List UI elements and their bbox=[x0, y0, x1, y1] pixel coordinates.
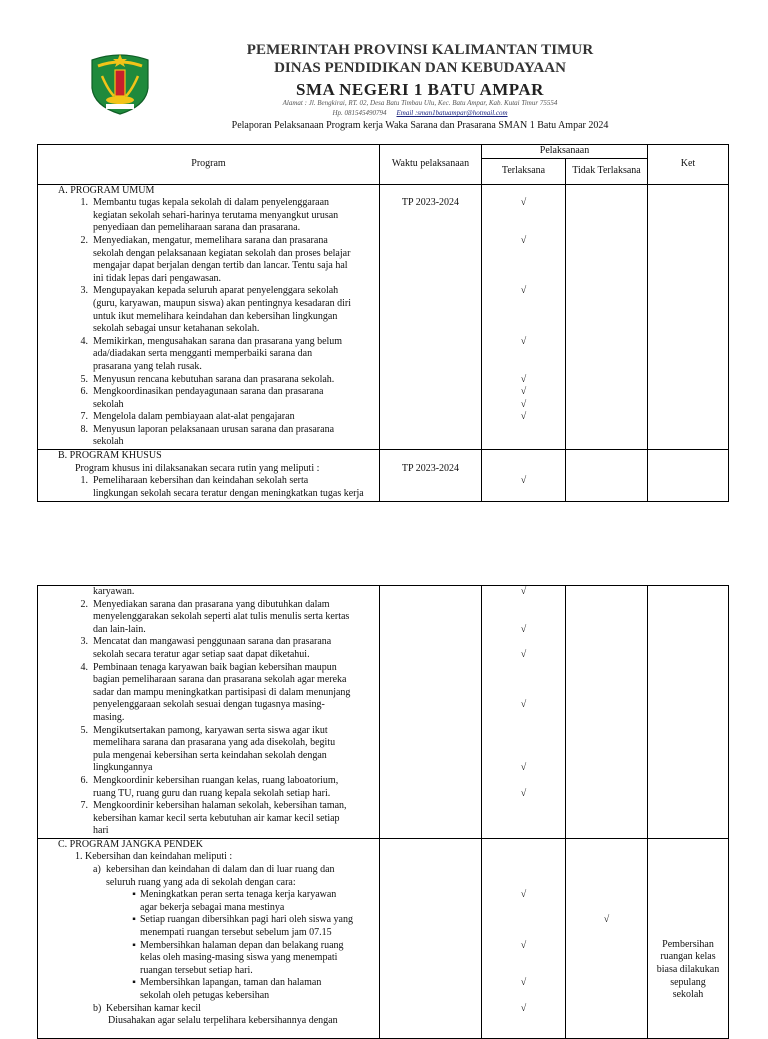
list-text bbox=[93, 636, 373, 661]
section-a-ket bbox=[648, 184, 729, 449]
ket-line: Pembersihan bbox=[662, 938, 714, 950]
section-c-ket-note bbox=[648, 838, 729, 1038]
section-a-tidak-terlaksana bbox=[566, 184, 648, 449]
list-text bbox=[93, 662, 373, 725]
section-a-waktu: TP 2023-2024 bbox=[380, 184, 482, 449]
section-b-terlaksana-checks bbox=[482, 450, 566, 502]
sub-item-b bbox=[38, 1003, 379, 1016]
bullet-text bbox=[140, 977, 374, 1002]
list-item bbox=[38, 599, 379, 637]
line: sekolah oleh petugas kebersihan bbox=[140, 990, 270, 1001]
check-mark: √ bbox=[520, 787, 527, 799]
section-a-row bbox=[38, 184, 729, 449]
line: kebersihan dan keindahan di dalam dan di luar ruang dan bbox=[106, 864, 335, 876]
bullet-text bbox=[140, 889, 374, 914]
section-c-terlaksana-checks bbox=[482, 838, 566, 1038]
check-mark: √ bbox=[520, 648, 527, 660]
line: sekolah bbox=[93, 436, 124, 448]
section-b-intro: Program khusus ini dilaksanakan secara rutin yang meliputi : bbox=[75, 462, 320, 474]
list-item bbox=[38, 285, 379, 335]
list-number: 7. bbox=[80, 800, 88, 812]
section-a-terlaksana-checks bbox=[482, 184, 566, 449]
bullet-item bbox=[38, 977, 379, 1002]
list-number: 8. bbox=[80, 423, 88, 435]
section-b-item1-continued: karyawan. bbox=[93, 586, 135, 597]
list-number: 3. bbox=[80, 636, 88, 648]
sub-text: Kebersihan kamar kecil bbox=[106, 1002, 201, 1014]
list-item bbox=[38, 800, 379, 838]
line: sekolah sebagai unsur ketahanan sekolah. bbox=[93, 323, 260, 335]
line: menempati ruangan tersebut sebelum jam 07.15 bbox=[140, 927, 332, 939]
phone-number: Hp. 081545490794 bbox=[332, 109, 387, 117]
bullet-text bbox=[140, 914, 374, 939]
line: penyediaan dan pemeliharaan sarana dan prasarana. bbox=[93, 222, 301, 234]
section-c-title: C. PROGRAM JANGKA PENDEK bbox=[58, 838, 204, 850]
line: penyelenggaraan sekolah sesuai dengan tugasnya masing- bbox=[93, 699, 325, 711]
list-text bbox=[93, 374, 373, 387]
header-ket: Ket bbox=[648, 145, 729, 185]
contact-line bbox=[150, 109, 690, 117]
check-mark: √ bbox=[520, 586, 527, 597]
line: untuk ikut memelihara keindahan dan kebersihan lingkungan bbox=[93, 310, 338, 322]
check-mark: √ bbox=[520, 411, 527, 423]
school-name: SMA NEGERI 1 BATU AMPAR bbox=[296, 80, 544, 99]
government-name: PEMERINTAH PROVINSI KALIMANTAN TIMUR bbox=[246, 42, 594, 58]
check-mark: √ bbox=[520, 373, 527, 385]
line: (guru, karyawan, maupun siswa) akan pentingnya kesadaran diri bbox=[93, 297, 351, 309]
section-b-tidak-terlaksana bbox=[566, 450, 648, 502]
bullet-mark: ▪ bbox=[132, 889, 136, 901]
list-number: 4. bbox=[80, 335, 88, 347]
section-b-continued-ket bbox=[648, 586, 729, 839]
list-item bbox=[38, 475, 379, 500]
list-number: 2. bbox=[80, 598, 88, 610]
line: Pembinaan tenaga karyawan baik bagian kebersihan maupun bbox=[93, 661, 337, 673]
list-number: 6. bbox=[80, 386, 88, 398]
line: kegiatan sekolah sehari-harinya terutama menyangkut urusan bbox=[93, 209, 339, 221]
list-text bbox=[93, 599, 373, 637]
header-waktu: Waktu pelaksanaan bbox=[380, 145, 482, 185]
check-mark: √ bbox=[520, 234, 527, 246]
section-b-continued-terlaksana-checks bbox=[482, 586, 566, 839]
list-number: 3. bbox=[80, 285, 88, 297]
section-b-continued-waktu bbox=[380, 586, 482, 839]
kalimantan-timur-crest-logo bbox=[88, 50, 152, 116]
list-number: 5. bbox=[80, 724, 88, 736]
line: Membersihkan lapangan, taman dan halaman bbox=[140, 977, 322, 989]
list-text bbox=[93, 775, 373, 800]
check-mark: √ bbox=[520, 398, 527, 410]
section-c-item1: 1. Kebersihan dan keindahan meliputi : bbox=[75, 851, 233, 863]
header-terlaksana: Terlaksana bbox=[482, 158, 566, 184]
section-a-title: A. PROGRAM UMUM bbox=[58, 184, 155, 196]
sub-text bbox=[106, 864, 368, 889]
header-pelaksanaan: Pelaksanaan bbox=[482, 145, 648, 159]
line: ada/diadakan serta mengganti memperbaiki sarana dan bbox=[93, 348, 313, 360]
line: Menyediakan sarana dan prasarana yang dibutuhkan dalam bbox=[93, 598, 330, 610]
line: Menyediakan, mengatur, memelihara sarana dan prasarana bbox=[93, 234, 328, 246]
list-item bbox=[38, 662, 379, 725]
section-b-continued-tidak-terlaksana bbox=[566, 586, 648, 839]
check-mark: √ bbox=[520, 386, 527, 398]
line: lingkungan sekolah secara teratur dengan meningkatkan tugas kerja bbox=[93, 487, 364, 499]
line: sekolah secara teratur agar setiap saat dapat diketahui. bbox=[93, 648, 310, 660]
list-item bbox=[38, 636, 379, 661]
list-item bbox=[38, 725, 379, 775]
list-text bbox=[93, 725, 373, 775]
header-tidak-terlaksana: Tidak Terlaksana bbox=[566, 158, 648, 184]
ket-line: biasa dilakukan bbox=[656, 964, 720, 976]
line: Setiap ruangan dibersihkan pagi hari oleh siswa yang bbox=[140, 914, 353, 926]
line: sekolah dengan pelaksanaan kegiatan sekolah dan proses belajar bbox=[93, 247, 351, 259]
line: Membantu tugas kepala sekolah di dalam penyelenggaraan bbox=[93, 197, 330, 209]
report-title: Pelaporan Pelaksanaan Program kerja Waka Sarana dan Prasarana SMAN 1 Batu Ampar 2024 bbox=[231, 120, 609, 131]
line: Mengkoordinir kebersihan halaman sekolah, kebersihan taman, bbox=[93, 800, 347, 812]
ket-line: sepulang bbox=[670, 976, 706, 988]
list-text bbox=[93, 800, 373, 838]
line: kebersihan kamar kecil serta kebutuhan air kamar kecil setiap bbox=[93, 812, 340, 824]
sub-item-b-continued: Diusahakan agar selalu terpelihara kebersihannya dengan bbox=[108, 1015, 338, 1027]
line: Membersihkan halaman depan dan belakang ruang bbox=[140, 939, 344, 951]
line: Mengupayakan kepada seluruh aparat penyelenggara sekolah bbox=[93, 285, 339, 297]
list-text bbox=[93, 411, 373, 424]
section-b-continued-row bbox=[38, 586, 729, 839]
list-item bbox=[38, 775, 379, 800]
section-b-waktu: TP 2023-2024 bbox=[380, 450, 482, 502]
line: Memikirkan, mengusahakan sarana dan prasarana yang belum bbox=[93, 335, 343, 347]
line: Mengikutsertakan pamong, karyawan serta siswa agar ikut bbox=[93, 724, 328, 736]
bullet-mark: ▪ bbox=[132, 914, 136, 926]
check-mark: √ bbox=[520, 197, 527, 209]
program-table-page-2 bbox=[37, 585, 729, 1039]
list-item bbox=[38, 386, 379, 411]
section-b-title: B. PROGRAM KHUSUS bbox=[58, 450, 162, 462]
list-text bbox=[93, 197, 373, 235]
line: Menyusun laporan pelaksanaan urusan sarana dan prasarana bbox=[93, 423, 335, 435]
section-b-ket bbox=[648, 450, 729, 502]
list-item bbox=[38, 235, 379, 285]
list-number: 2. bbox=[80, 234, 88, 246]
list-number: 7. bbox=[80, 411, 88, 423]
list-text bbox=[93, 475, 373, 500]
bullet-item bbox=[38, 889, 379, 914]
check-mark: √ bbox=[520, 699, 527, 711]
line: Mengelola dalam pembiayaan alat-alat pengajaran bbox=[93, 411, 295, 423]
bullet-item bbox=[38, 940, 379, 978]
section-c-waktu bbox=[380, 838, 482, 1038]
list-item bbox=[38, 411, 379, 424]
line: mengajar dapat berjalan dengan tertib dan lancar. Tentu saja hal bbox=[93, 260, 348, 272]
line: lingkungannya bbox=[93, 762, 153, 774]
bullet-mark: ▪ bbox=[132, 977, 136, 989]
check-mark: √ bbox=[520, 285, 527, 297]
department-name: DINAS PENDIDIKAN DAN KEBUDAYAAN bbox=[274, 60, 566, 76]
list-number: 1. bbox=[80, 197, 88, 209]
list-text bbox=[93, 386, 373, 411]
line: sekolah bbox=[93, 398, 124, 410]
bullet-item bbox=[38, 914, 379, 939]
section-b-row bbox=[38, 450, 729, 502]
section-c-bullets bbox=[38, 889, 379, 1002]
email-link[interactable]: Email :sman1batuampar@hotmail.com bbox=[396, 109, 508, 117]
list-number: 5. bbox=[80, 373, 88, 385]
section-a-list bbox=[38, 197, 379, 449]
list-text bbox=[93, 285, 373, 335]
line: Meningkatkan peran serta tenaga kerja karyawan bbox=[140, 889, 337, 901]
line: ruangan tersebut setiap hari. bbox=[140, 964, 253, 976]
section-b-list bbox=[38, 599, 379, 838]
school-address: Alamat : Jl. Bengkirai, RT. 02, Desa Batu Timbau Ulu, Kec. Batu Ampar, Kab. Kutai Timur 75554 bbox=[282, 99, 558, 107]
line: menyelenggarakan sekolah seperti alat tulis menulis serta kertas bbox=[93, 611, 350, 623]
line: ini tidak lepas dari pengawasan. bbox=[93, 272, 222, 284]
line: Pemeliharaan kebersihan dan keindahan sekolah serta bbox=[93, 475, 309, 487]
check-mark: √ bbox=[603, 914, 610, 926]
line: pula mengenai kebersihan serta keindahan sekolah dengan bbox=[93, 749, 327, 761]
program-table-page-1 bbox=[37, 144, 729, 502]
sub-label: a) bbox=[93, 864, 101, 876]
check-mark: √ bbox=[520, 475, 527, 487]
ket-line: ruangan kelas bbox=[660, 951, 716, 963]
bullet-text bbox=[140, 940, 374, 978]
line: agar bekerja sebagai mana mestinya bbox=[140, 901, 285, 913]
line: Mencatat dan mangawasi penggunaan sarana dan prasarana bbox=[93, 636, 332, 648]
check-mark: √ bbox=[520, 762, 527, 774]
list-number: 4. bbox=[80, 661, 88, 673]
list-text bbox=[93, 235, 373, 285]
list-item bbox=[38, 424, 379, 449]
header-program: Program bbox=[38, 145, 380, 185]
line: dan lain-lain. bbox=[93, 623, 146, 635]
line: Mengkoordinasikan pendayagunaan sarana dan prasarana bbox=[93, 386, 324, 398]
line: ruang TU, ruang guru dan ruang kepala sekolah setiap hari. bbox=[93, 787, 331, 799]
list-text bbox=[93, 424, 373, 449]
line: Menyusun rencana kebutuhan sarana dan prasarana sekolah. bbox=[93, 373, 335, 385]
line: hari bbox=[93, 825, 109, 837]
bullet-mark: ▪ bbox=[132, 939, 136, 951]
check-mark: √ bbox=[520, 889, 527, 901]
ket-line: sekolah bbox=[672, 989, 704, 1001]
line: kelas oleh masing-masing siswa yang menempati bbox=[140, 952, 338, 964]
sub-item-a bbox=[38, 864, 379, 889]
line: seluruh ruang yang ada di sekolah dengan cara: bbox=[106, 876, 296, 888]
list-number: 6. bbox=[80, 774, 88, 786]
list-number: 1. bbox=[80, 475, 88, 487]
check-mark: √ bbox=[520, 335, 527, 347]
check-mark: √ bbox=[520, 977, 527, 989]
list-item bbox=[38, 374, 379, 387]
line: prasarana yang telah rusak. bbox=[93, 360, 202, 372]
line: Mengkoordinir kebersihan ruangan kelas, ruang laboatorium, bbox=[93, 774, 339, 786]
line: memelihara sarana dan prasarana yang ada disekolah, begitu bbox=[93, 737, 336, 749]
list-item bbox=[38, 197, 379, 235]
list-text bbox=[93, 336, 373, 374]
line: bagian pemeliharaan sarana dan prasarana sekolah agar mereka bbox=[93, 674, 347, 686]
section-c-row bbox=[38, 838, 729, 1038]
line: sadar dan mampu meningkatkan partisipasi di dalam menunjang bbox=[93, 686, 351, 698]
check-mark: √ bbox=[520, 939, 527, 951]
section-c-tidak-terlaksana-checks bbox=[566, 838, 648, 1038]
sub-label: b) bbox=[93, 1002, 102, 1014]
list-item bbox=[38, 336, 379, 374]
check-mark: √ bbox=[520, 1002, 527, 1014]
check-mark: √ bbox=[520, 623, 527, 635]
line: masing. bbox=[93, 711, 125, 723]
